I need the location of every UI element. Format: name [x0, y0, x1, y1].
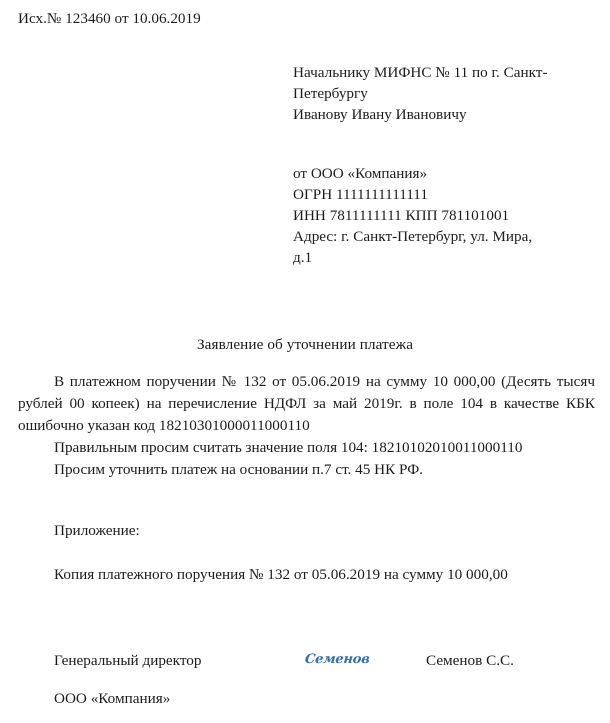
appendix-item: Копия платежного поручения № 132 от 05.06.2019 на сумму 10 000,00 [54, 566, 508, 583]
sender-ogrn: ОГРН 1111111111111 [293, 186, 428, 203]
body-paragraph-main: В платежном поручении № 132 от 05.06.2019 на сумму 10 000,00 (Десять тысяч рублей 00 копеек) на перечисление НДФЛ за май 2019г. в поле 104 в качестве КБК ошибочно указан код 18210301000011000110 [18, 373, 595, 434]
handwritten-signature: Семенов [304, 652, 371, 667]
body-line-legal-basis: Просим уточнить платеж на основании п.7 ст. 45 НК РФ. [54, 461, 424, 478]
signature-row [18, 652, 595, 680]
addressee-line-2: Петербургу [293, 85, 368, 102]
signatory-organization: ООО «Компания» [54, 690, 171, 707]
signatory-position: Генеральный директор [54, 652, 202, 669]
body-line-correct-value: Правильным просим считать значение поля 104: 18210102010011000110 [54, 439, 523, 456]
sender-address-line-2: д.1 [293, 249, 313, 266]
sender-inn-kpp: ИНН 7811111111 КПП 781101001 [293, 207, 510, 224]
sender-requisites-block [293, 163, 593, 268]
sender-organization: от ООО «Компания» [293, 165, 428, 182]
document-title: Заявление об уточнении платежа [196, 336, 414, 353]
document-body [18, 371, 595, 481]
addressee-name: Иванову Ивану Ивановичу [293, 106, 467, 123]
signatory-name: Семенов С.С. [426, 652, 514, 669]
appendix-heading: Приложение: [54, 522, 140, 539]
addressee-line-1: Начальнику МИФНС № 11 по г. Санкт- [293, 64, 548, 81]
signature-block [18, 652, 595, 707]
outgoing-number: Исх.№ 123460 от 10.06.2019 [18, 10, 201, 27]
addressee-block [293, 62, 593, 125]
appendix-block [18, 520, 595, 586]
sender-address-line-1: Адрес: г. Санкт-Петербург, ул. Мира, [293, 228, 533, 245]
